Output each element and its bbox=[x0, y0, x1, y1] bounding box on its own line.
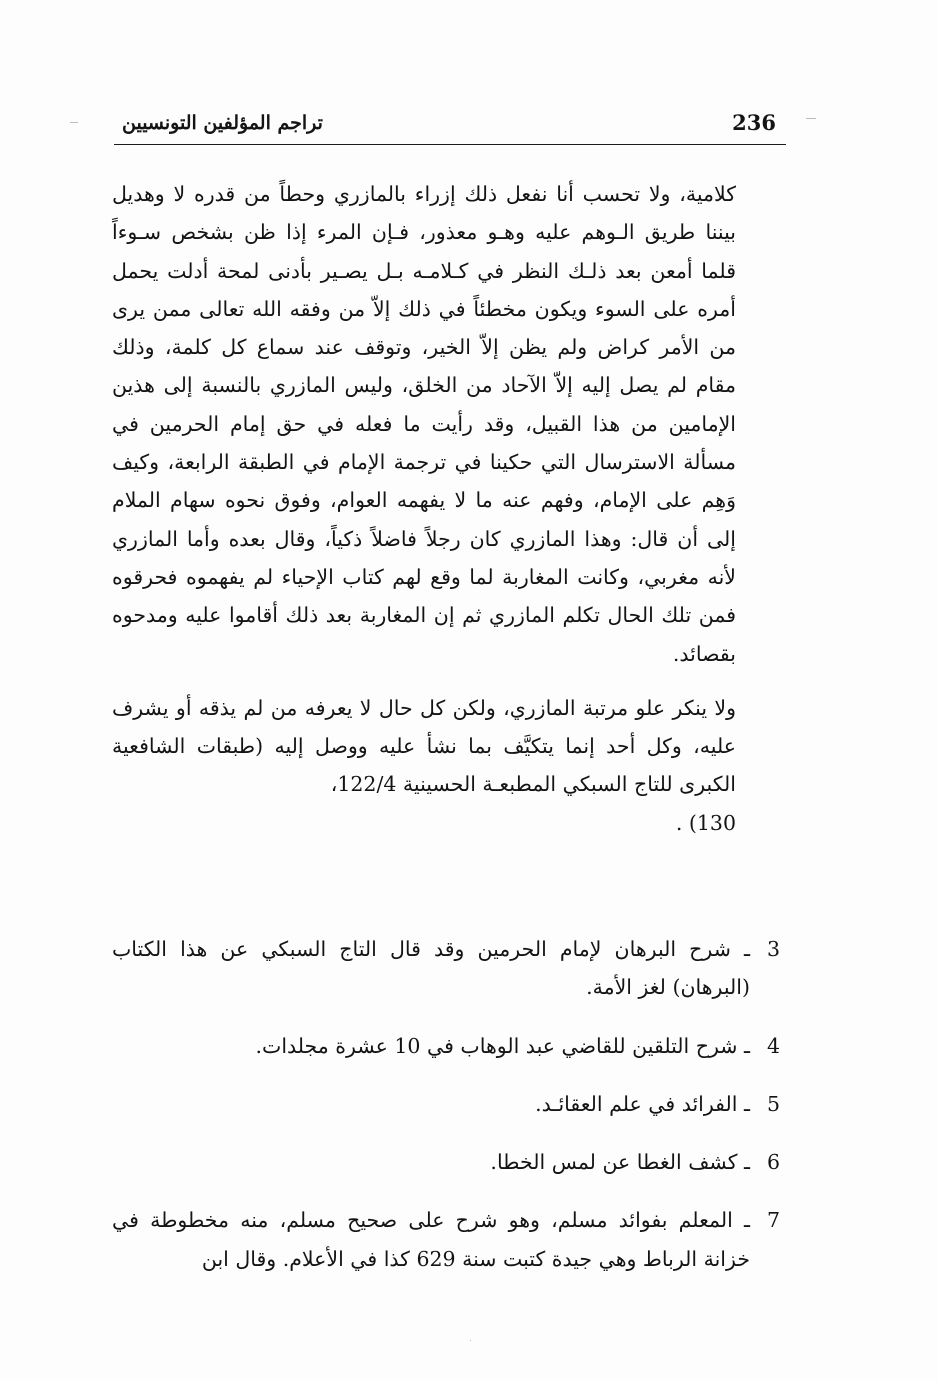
body-text bbox=[112, 175, 736, 860]
page-number: 236 bbox=[732, 110, 776, 135]
paragraph bbox=[112, 689, 736, 842]
scan-mark bbox=[70, 122, 78, 123]
list-item-number: 7 bbox=[766, 1208, 780, 1233]
list-item bbox=[112, 1027, 780, 1065]
paragraph: كلامية، ولا تحسب أنا نفعل ذلك إزراء بالمازري وحطاً من قدره لا وهديل بيننا طريق الـوهم عليه وهـو معذور، فـإن المرء إذا ظن بشخص سـوءاً قلما أمعن بعد ذلـك النظر في كـلامـه بـل يصـير بأدنى لمحة أدلت يحمل أمره على السوء ويكون مخطئاً في ذلك إلاّ من وفقه الله تعالى ممن يرى من الأمر كراض ولم يظن إلاّ الخير، وتوقف عند سماع كل كلمة، وذلك مقام لم يصل إليه إلاّ الآحاد من الخلق، وليس المازري بالنسبة إلى هذين الإمامين من هذا القبيل، وقد رأيت ما فعله في حق إمام الحرمين في مسألة الاسترسال التي حكينا في ترجمة الإمام في الطبقة الرابعة، وكيف وَهِم على الإمام، وفهم عنه ما لا يفهمه العوام، وفوق نحوه سهام الملام إلى أن قال: وهذا المازري كان رجلاً فاضلاً ذكياً، وقال بعده وأما المازري لأنه مغربي، وكانت المغاربة لما وقع لهم كتاب الإحياء لم يفهموه فحرقوه فمن تلك الحال تكلم المازري ثم إن المغاربة بعد ذلك أقاموا عليه ومدحوه بقصائد. bbox=[112, 182, 736, 666]
list-item bbox=[112, 1143, 780, 1181]
paragraph-last-line: 130) . bbox=[675, 810, 736, 835]
works-list bbox=[112, 930, 780, 1298]
scan-mark bbox=[470, 1340, 471, 1341]
page-header bbox=[114, 108, 786, 145]
list-item-text: ـ المعلم بفوائد مسلم، وهو شرح على صحيح مسلم، منه مخطوطة في خزانة الرباط وهي جيدة كتبت سنة 629 كذا في الأعلام. وقال ابن bbox=[112, 1208, 750, 1271]
list-item bbox=[112, 1201, 780, 1278]
list-item-text: ـ الفرائد في علم العقائـد. bbox=[535, 1091, 750, 1116]
scan-mark bbox=[806, 118, 816, 119]
list-item-number: 4 bbox=[766, 1033, 780, 1058]
paragraph-text: ولا ينكر علو مرتبة المازري، ولكن كل حال لا يعرفه من لم يذقه أو يشرف عليه، وكل أحد إنما يتكيَّف بما نشأ عليه ووصل إليه (طبقات الشافعية الكبرى للتاج السبكي المطبعـة الحسينية 122/4، bbox=[112, 695, 736, 797]
list-item-number: 3 bbox=[766, 937, 780, 961]
list-item-text: ـ كشف الغطا عن لمس الخطا. bbox=[490, 1150, 750, 1175]
list-item-text: ـ شرح التلقين للقاضي عبد الوهاب في 10 عشرة مجلدات. bbox=[255, 1033, 750, 1058]
list-item bbox=[112, 930, 780, 1007]
list-item-number: 6 bbox=[766, 1150, 780, 1175]
running-title: تراجم المؤلفين التونسيين bbox=[122, 112, 323, 134]
list-item-text: ـ شرح البرهان لإمام الحرمين وقد قال التاج السبكي عن هذا الكتاب (البرهان) لغز الأمة. bbox=[112, 937, 750, 1000]
list-item bbox=[112, 1085, 780, 1123]
list-item-number: 5 bbox=[766, 1091, 780, 1116]
